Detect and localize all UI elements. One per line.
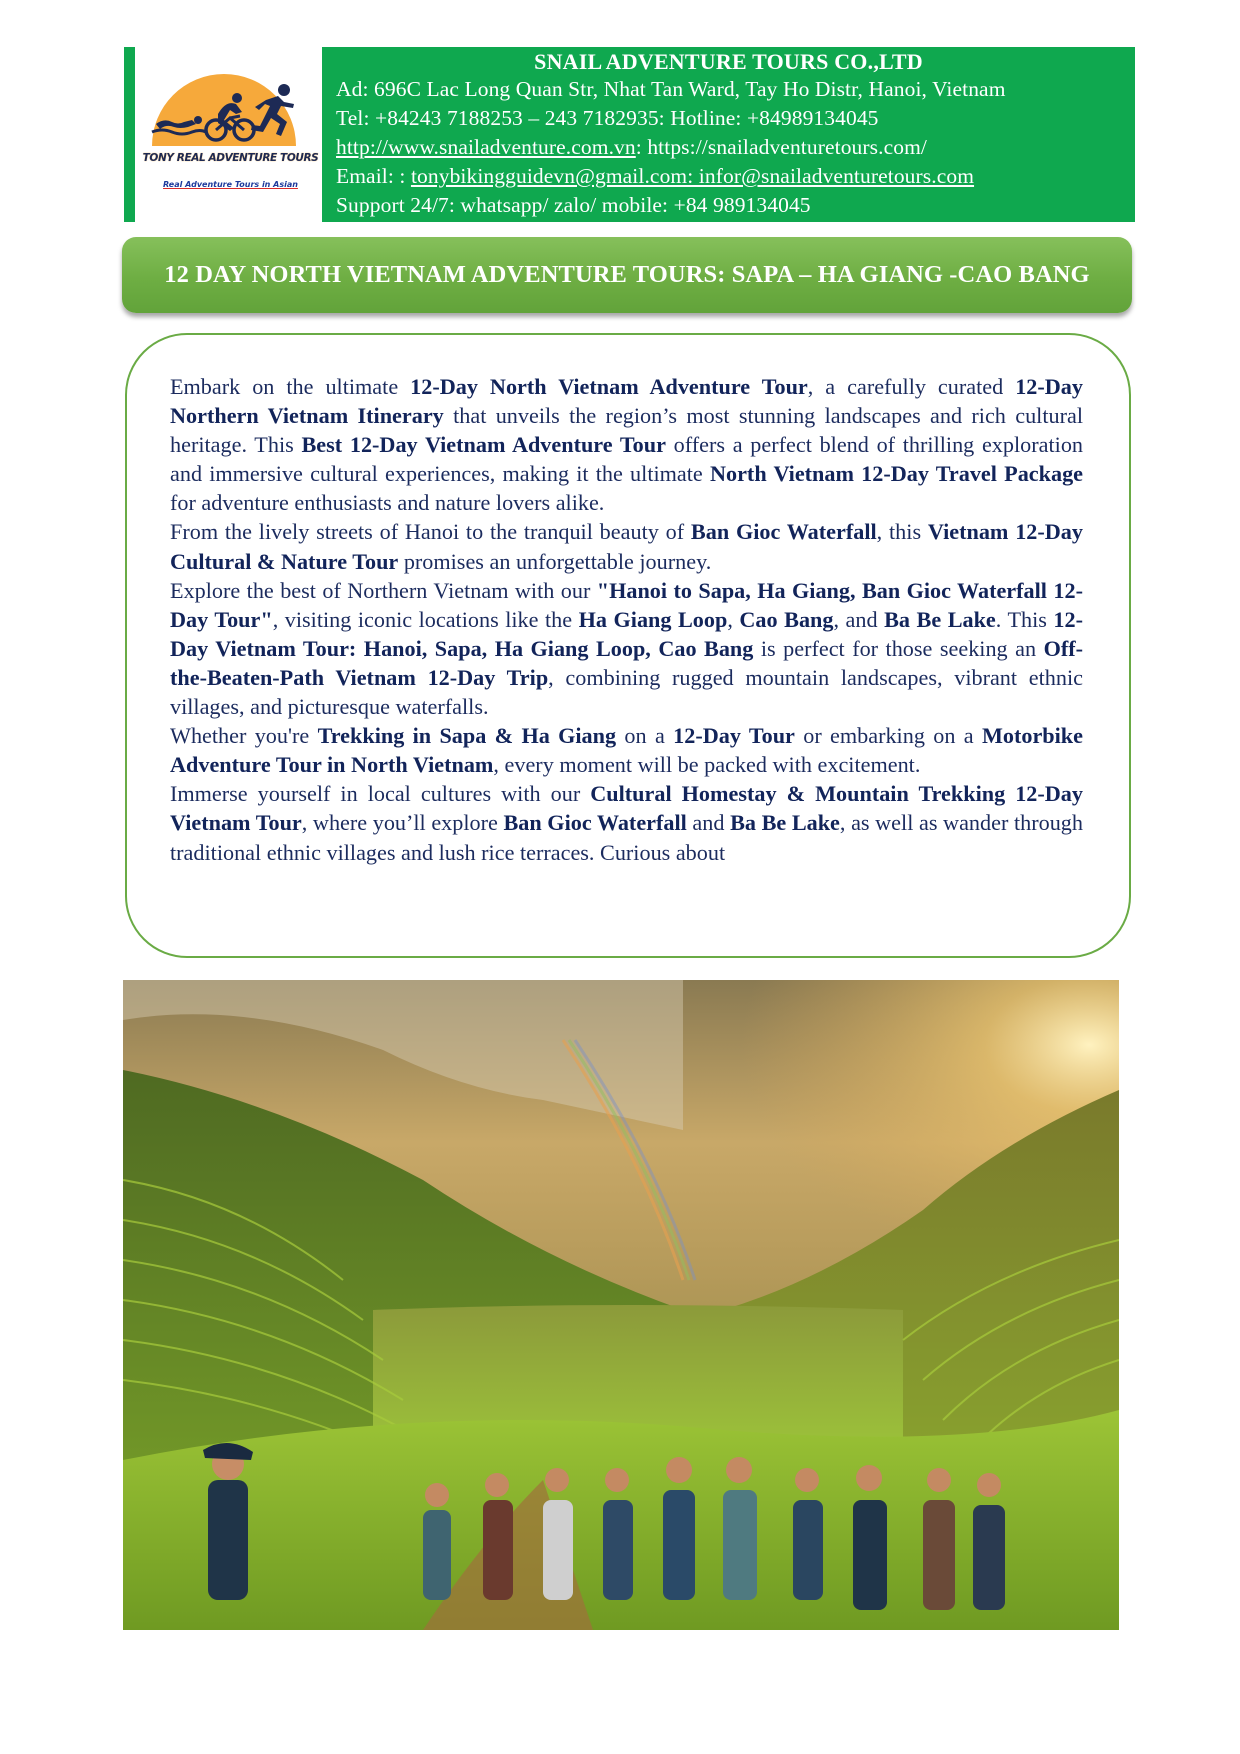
body-text: for adventure enthusiasts and nature lovers alike.: [170, 490, 605, 516]
keyword-highlight: Ban Gioc Waterfall: [503, 810, 687, 836]
intro-paragraph: [170, 721, 1083, 779]
intro-paragraph: [170, 576, 1083, 721]
body-text: is perfect for those seeking an: [753, 635, 1044, 661]
keyword-highlight: "Hanoi to Sapa, Ha Giang, Ban Gioc Waterfall 12-Day Tour": [170, 577, 1083, 632]
website-separator: :: [635, 135, 648, 159]
body-text: Immerse yourself in local cultures with our: [170, 781, 591, 807]
body-text: or embarking on a: [794, 723, 982, 749]
website-link-primary[interactable]: http://www.snailadventure.com.vn: [336, 135, 636, 159]
intro-paragraph: [170, 372, 1083, 517]
keyword-highlight: Ba Be Lake: [730, 810, 840, 836]
keyword-highlight: Off-the-Beaten-Path Vietnam 12-Day Trip: [170, 635, 1083, 690]
keyword-highlight: Cultural Homestay & Mountain Trekking 12-Day Vietnam Tour: [170, 781, 1083, 836]
keyword-highlight: 12-Day North Vietnam Adventure Tour: [410, 374, 808, 399]
keyword-highlight: Trekking in Sapa & Ha Giang: [317, 723, 617, 749]
company-email: [336, 162, 1135, 191]
body-text: on a: [616, 723, 674, 749]
keyword-highlight: Ban Gioc Waterfall: [690, 519, 877, 545]
body-text: , and: [833, 606, 885, 632]
company-address: Ad: 696C Lac Long Quan Str, Nhat Tan Ward, Tay Ho Distr, Hanoi, Vietnam: [336, 77, 1006, 101]
body-text: ,: [727, 606, 740, 632]
intro-paragraph: [170, 517, 1083, 575]
body-text: Whether you're: [170, 723, 318, 749]
body-text: Explore the best of Northern Vietnam with our: [170, 577, 597, 603]
body-text: that unveils the region’s most stunning landscapes and rich cultural heritage. This: [170, 403, 1083, 458]
tour-title-banner: [122, 237, 1132, 313]
keyword-highlight: Ha Giang Loop: [578, 606, 728, 632]
company-websites: [336, 133, 1135, 162]
body-text: and: [686, 810, 731, 836]
keyword-highlight: Vietnam 12-Day Cultural & Nature Tour: [170, 519, 1083, 574]
intro-text-box: [125, 333, 1131, 958]
email-label: Email: :: [336, 164, 411, 188]
logo-tagline: Real Adventure Tours in Asian: [163, 180, 298, 189]
company-info: [322, 47, 1135, 222]
tour-photo: [123, 980, 1119, 1630]
body-text: , this: [876, 519, 928, 545]
company-name: SNAIL ADVENTURE TOURS CO.,LTD: [534, 49, 923, 74]
body-text: Embark on the ultimate: [170, 374, 411, 399]
body-text: , a carefully curated: [807, 374, 1016, 399]
keyword-highlight: 12-Day Northern Vietnam Itinerary: [170, 374, 1083, 429]
keyword-highlight: North Vietnam 12-Day Travel Package: [709, 461, 1083, 487]
body-text: . This: [995, 606, 1054, 632]
body-text: , where you’ll explore: [301, 810, 504, 836]
triathlon-logo-icon: [138, 60, 323, 150]
company-phone: Tel: +84243 7188253 – 243 7182935: Hotline: +84989134045: [336, 106, 879, 130]
keyword-highlight: Motorbike Adventure Tour in North Vietnam: [170, 723, 1083, 778]
body-text: promises an unforgettable journey.: [398, 548, 712, 574]
body-text: offers a perfect blend of thrilling exploration and immersive cultural experiences, making it the ultimate: [170, 432, 1083, 487]
logo-title: TONY REAL ADVENTURE TOURS: [142, 152, 319, 164]
keyword-highlight: 12-Day Tour: [673, 723, 795, 749]
company-logo: [138, 60, 323, 200]
intro-paragraph: [170, 779, 1083, 866]
keyword-highlight: Best 12-Day Vietnam Adventure Tour: [301, 432, 666, 458]
email-links[interactable]: tonybikingguidevn@gmail.com: infor@snailadventuretours.com: [410, 164, 975, 188]
body-text: , combining rugged mountain landscapes, vibrant ethnic villages, and picturesque waterfalls.: [170, 664, 1083, 720]
website-link-secondary[interactable]: https://snailadventuretours.com/: [647, 135, 927, 159]
body-text: From the lively streets of Hanoi to the tranquil beauty of: [170, 519, 691, 545]
body-text: , every moment will be packed with excitement.: [493, 752, 921, 778]
body-text: , visiting iconic locations like the: [272, 606, 579, 632]
keyword-highlight: 12-Day Vietnam Tour: Hanoi, Sapa, Ha Giang Loop, Cao Bang: [170, 606, 1083, 661]
company-support: Support 24/7: whatsapp/ zalo/ mobile: +84 989134045: [336, 193, 811, 217]
header-accent-bar: [124, 47, 135, 222]
rice-terrace-trekkers-image: [123, 980, 1119, 1630]
keyword-highlight: Ba Be Lake: [884, 606, 996, 632]
body-text: , as well as wander through traditional ethnic villages and lush rice terraces. Curious about: [170, 810, 1083, 865]
intro-text: [170, 372, 1083, 920]
keyword-highlight: Cao Bang: [739, 606, 834, 632]
tour-title: 12 DAY NORTH VIETNAM ADVENTURE TOURS: SAPA – HA GIANG -CAO BANG: [164, 261, 1090, 288]
